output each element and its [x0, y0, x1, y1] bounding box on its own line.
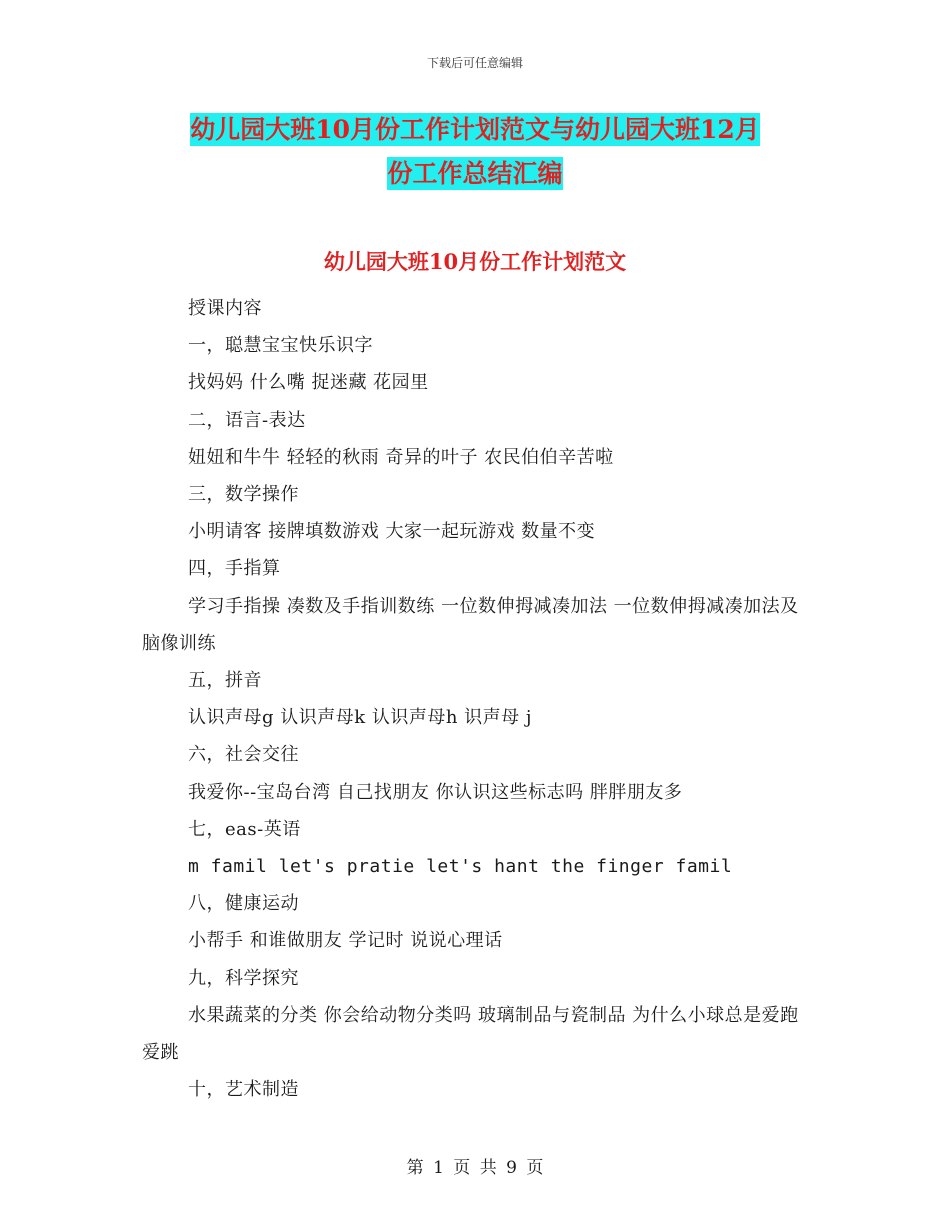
page-header-note: 下载后可任意编辑: [426, 56, 523, 70]
body-line: m famil let's pratie let's hant the finger famil: [188, 856, 733, 878]
body-line: 小明请客 接牌填数游戏 大家一起玩游戏 数量不变: [188, 521, 596, 543]
body-line: 认识声母g 认识声母k 认识声母h 识声母 j: [188, 707, 532, 729]
document-title: [140, 108, 810, 196]
document-title-line-1: 幼儿园大班10月份工作计划范文与幼儿园大班12月: [190, 115, 760, 144]
body-heading: 四，手指算: [188, 558, 281, 580]
page-number-footer: 第 1 页 共 9 页: [406, 1158, 544, 1178]
body-heading: 三，数学操作: [188, 484, 299, 506]
body-line: 水果蔬菜的分类 你会给动物分类吗 玻璃制品与瓷制品 为什么小球总是爱跑爱跳: [142, 1004, 799, 1064]
body-heading: 六，社会交往: [188, 744, 299, 766]
body-line: 授课内容: [188, 298, 262, 319]
body-heading: 九，科学探究: [188, 967, 299, 989]
document-body: [142, 290, 810, 1108]
body-line: 妞妞和牛牛 轻轻的秋雨 奇异的叶子 农民伯伯辛苦啦: [188, 446, 614, 468]
document-title-line-2: 份工作总结汇编: [387, 159, 563, 188]
section-title: 幼儿园大班10月份工作计划范文: [323, 249, 627, 274]
body-heading: 八，健康运动: [188, 893, 299, 915]
body-line: 小帮手 和谁做朋友 学记时 说说心理话: [188, 930, 503, 952]
body-heading: 一，聪慧宝宝快乐识字: [188, 335, 373, 357]
body-line: 我爱你--宝岛台湾 自己找朋友 你认识这些标志吗 胖胖朋友多: [188, 781, 683, 803]
body-line: 学习手指操 凑数及手指训数练 一位数伸拇减凑加法 一位数伸拇减凑加法及脑像训练: [142, 595, 799, 654]
body-heading: 二，语言-表达: [188, 409, 306, 431]
body-heading: 七，eas-英语: [188, 818, 301, 840]
body-heading: 十，艺术制造: [188, 1079, 299, 1101]
body-line: 找妈妈 什么嘴 捉迷藏 花园里: [188, 372, 429, 394]
body-heading: 五，拼音: [188, 670, 262, 692]
